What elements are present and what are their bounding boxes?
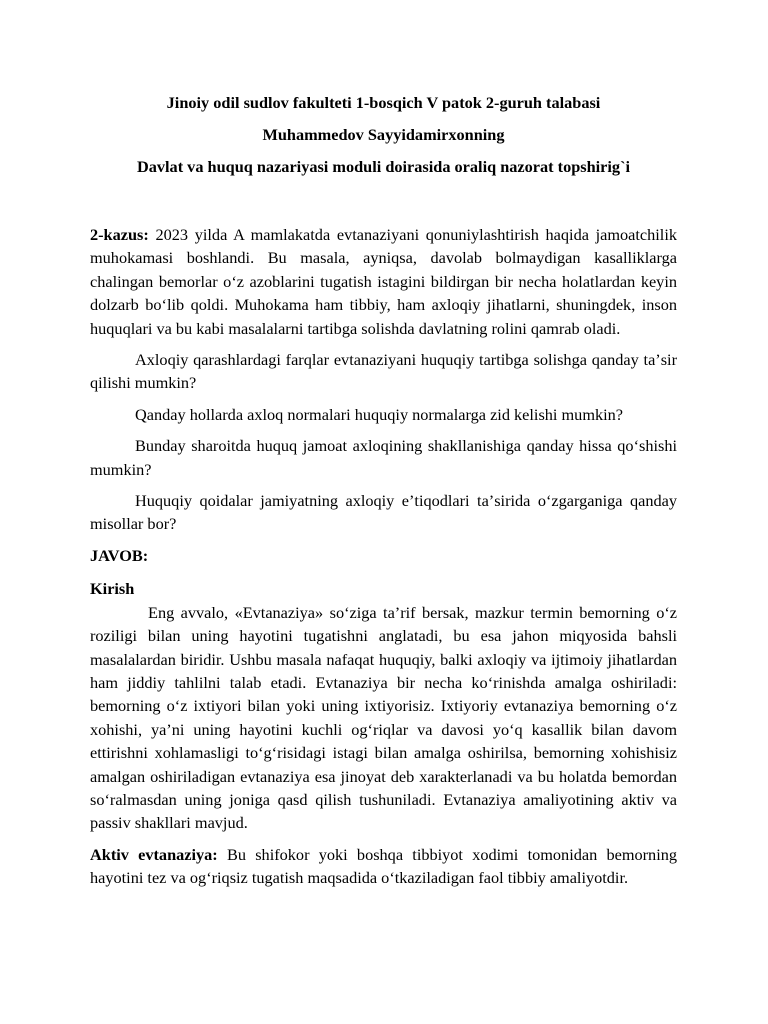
title-line-2: Muhammedov Sayyidamirxonning xyxy=(262,125,505,144)
title-line-3: Davlat va huquq nazariyasi moduli doirasida oraliq nazorat topshirig`i xyxy=(136,157,631,176)
case-label: 2-kazus: xyxy=(90,225,149,244)
active-text: Bu shifokor yoki boshqa tibbiyot xodimi tomonidan bemorning hayotini tez va ogʻriqsiz tugatish maqsadida oʻtkaziladigan faol tibbiy amaliyotdir. xyxy=(90,844,678,888)
case-paragraph xyxy=(90,223,677,340)
document-page xyxy=(90,93,677,890)
case-text: 2023 yilda A mamlakatda evtanaziyani qonuniylashtirish haqida jamoatchilik muhokamasi boshlandi. Bu masala, ayniqsa, davolab bolmaydigan kasalliklarga chalingan bemorlar oʻz azoblarini tugatish istagini bildirgan bir necha holatlardan keyin dolzarb boʻlib qoldi. Muhokama ham tibbiy, ham axloqiy jihatlarni, shuningdek, inson huquqlari va bu kabi masalalarni tartibga solishda davlatning rolini qamrab oladi. xyxy=(90,225,677,338)
question-3: Bunday sharoitda huquq jamoat axloqining shakllanishiga qanday hissa qoʻshishi mumkin? xyxy=(90,436,677,479)
question-1: Axloqiy qarashlardagi farqlar evtanaziyani huquqiy tartibga solishga qanday taʼsir qilishi mumkin? xyxy=(90,350,677,393)
answer-heading: JAVOB: xyxy=(90,545,149,565)
question-4: Huquqiy qoidalar jamiyatning axloqiy eʼtiqodlari taʼsirida oʻzgarganiga qanday misollar bor? xyxy=(90,491,677,534)
active-paragraph xyxy=(90,843,677,890)
intro-paragraph: Eng avvalo, «Evtanaziya» soʻziga taʼrif bersak, mazkur termin bemorning oʻz roziligi bilan uning hayotini tugatishni anglatadi, bu esa jahon miqyosida bahsli masalalardan biridir. Ushbu masala nafaqat huquqiy, balki axloqiy va ijtimoiy jihatlardan ham jiddiy tahlilni talab etadi. Evtanaziya bir necha koʻrinishda amalga oshiriladi: bemorning oʻz ixtiyori bilan yoki uning ixtiyorisiz. Ixtiyoriy evtanaziya bemorning oʻz xohishi, yaʼni uning hayotini kuchli ogʻriqlar va davosi yoʻq kasallik bilan davom ettirishni xohlamasligi toʻgʻrisidagi istagi bilan amalga oshirilsa, bemorning xohishisiz amalgan oshiriladigan evtanaziya esa jinoyat deb xarakterlanadi va bu holatda bemordan soʻralmasdan uning joniga qasd qilish tushuniladi. Evtanaziya amaliyotining aktiv va passiv shakllari mavjud. xyxy=(90,602,677,833)
title-line-1: Jinoiy odil sudlov fakulteti 1-bosqich V patok 2-guruh talabasi xyxy=(166,93,601,112)
question-2: Qanday hollarda axloq normalari huquqiy normalarga zid kelishi mumkin? xyxy=(135,404,624,424)
active-label: Aktiv evtanaziya: xyxy=(90,844,218,864)
intro-heading: Kirish xyxy=(90,579,135,599)
